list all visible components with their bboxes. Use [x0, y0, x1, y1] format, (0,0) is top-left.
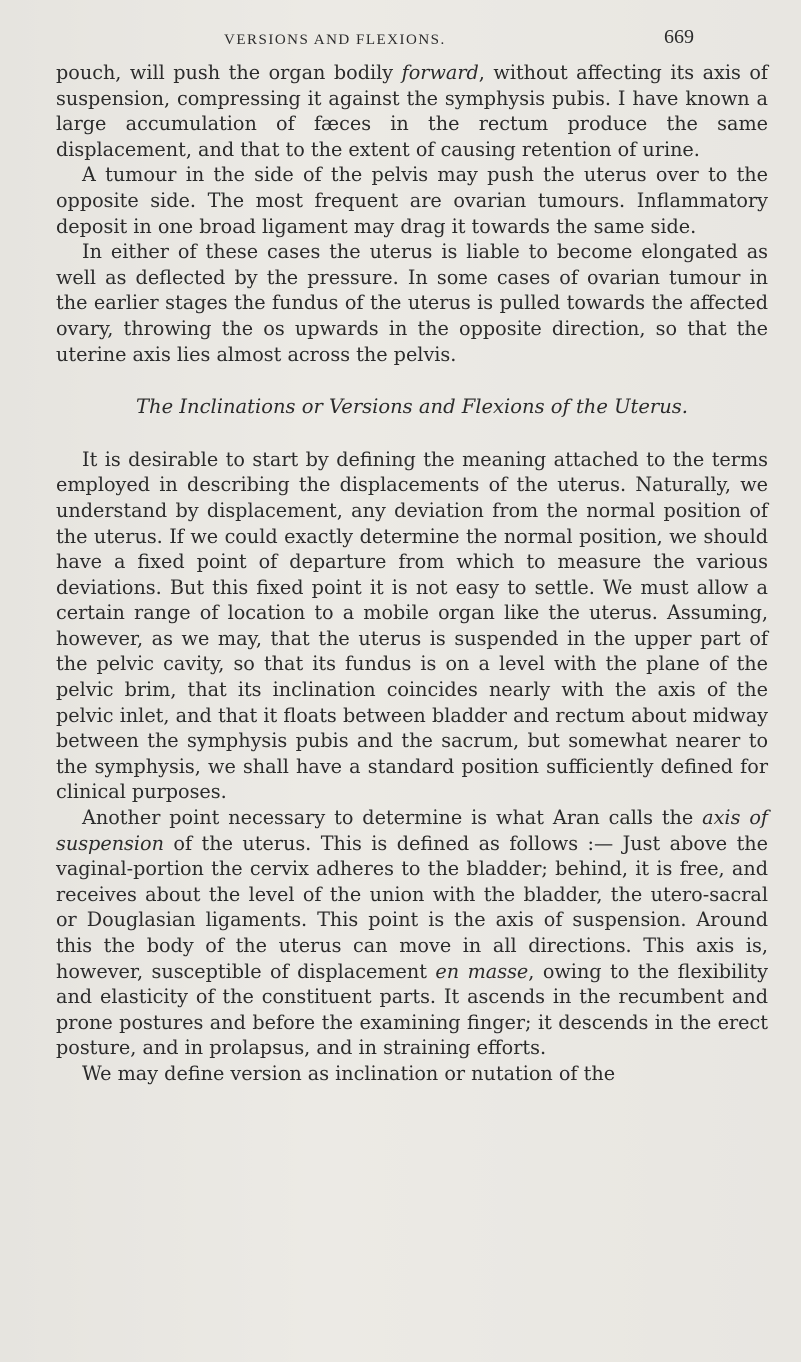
body-text: [56, 60, 768, 1087]
paragraph-1: [56, 60, 768, 162]
paragraph-4: It is desirable to start by defining the meaning attached to the terms employed in describing the displacements of the uterus. Naturally, we understand by displacement, any deviation from the normal position of the uterus. If we could exactly determine the normal position, we should have a fixed point of departure from which to measure the various deviations. But this fixed point it is not easy to settle. We must allow a certain range of location to a mobile organ like the uterus. Assuming, however, as we may, that the uterus is suspended in the upper part of the pelvic cavity, so that its fundus is on a level with the plane of the pelvic brim, that its inclination coincides nearly with the axis of the pelvic inlet, and that it floats between bladder and rectum about midway between the symphysis pubis and the sacrum, but somewhat nearer to the symphysis, we shall have a standard position sufficiently defined for clinical purposes.: [56, 447, 768, 804]
italic-en-masse: en masse: [435, 959, 529, 983]
running-title: VERSIONS AND FLEXIONS.: [224, 32, 446, 48]
paragraph-2: A tumour in the side of the pelvis may push the uterus over to the opposite side. The most frequent are ovarian tumours. Inflammatory deposit in one broad ligament may drag it towards the same side.: [56, 163, 768, 238]
italic-forward: forward: [401, 61, 479, 84]
page-number: 669: [664, 26, 694, 48]
paragraph-5-text-a: Another point necessary to determine is what Aran calls the: [82, 806, 703, 830]
paragraph-3: In either of these cases the uterus is liable to become elongated as well as deflected by the pressure. In some cases of ovarian tumour in the earlier stages the fundus of the uterus is pulled towards the affected ovary, throwing the os upwards in the opposite direction, so that the uterine axis lies almost across the pelvis.: [56, 240, 768, 366]
paragraph-5-text-c: of the uterus. This is defined as follows :— Just above the vaginal-portion the cervix adheres to the bladder; behind, it is free, and receives about the level of the union with the bladder, the utero-sacral or Douglasian ligaments. This point is the axis of suspension. Around this the body of the uterus can move in all directions. This axis is, however, susceptible of displacement: [56, 831, 768, 983]
paragraph-1-text-a: pouch, will push the organ bodily: [56, 61, 402, 84]
italic-axis-of-suspension: axis of suspension: [56, 806, 768, 855]
paragraph-1-text-c: , without affecting its axis of suspension, compressing it against the symphysis pubis. I have known a large accumulation of fæces in the rectum produce the same displacement, and that to the extent of causing retention of urine.: [56, 61, 768, 161]
paragraph-5-text-e: , owing to the flexibility and elasticity of the constituent parts. It ascends in the recumbent and prone postures and before the examining finger; it descends in the erect posture, and in prolapsus, and in straining efforts.: [56, 959, 768, 1060]
paragraph-5: [56, 805, 768, 1061]
paragraph-6: We may define version as inclination or nutation of the: [82, 1061, 616, 1085]
section-heading: The Inclinations or Versions and Flexions of the Uterus.: [136, 395, 688, 419]
running-head: [0, 26, 801, 56]
